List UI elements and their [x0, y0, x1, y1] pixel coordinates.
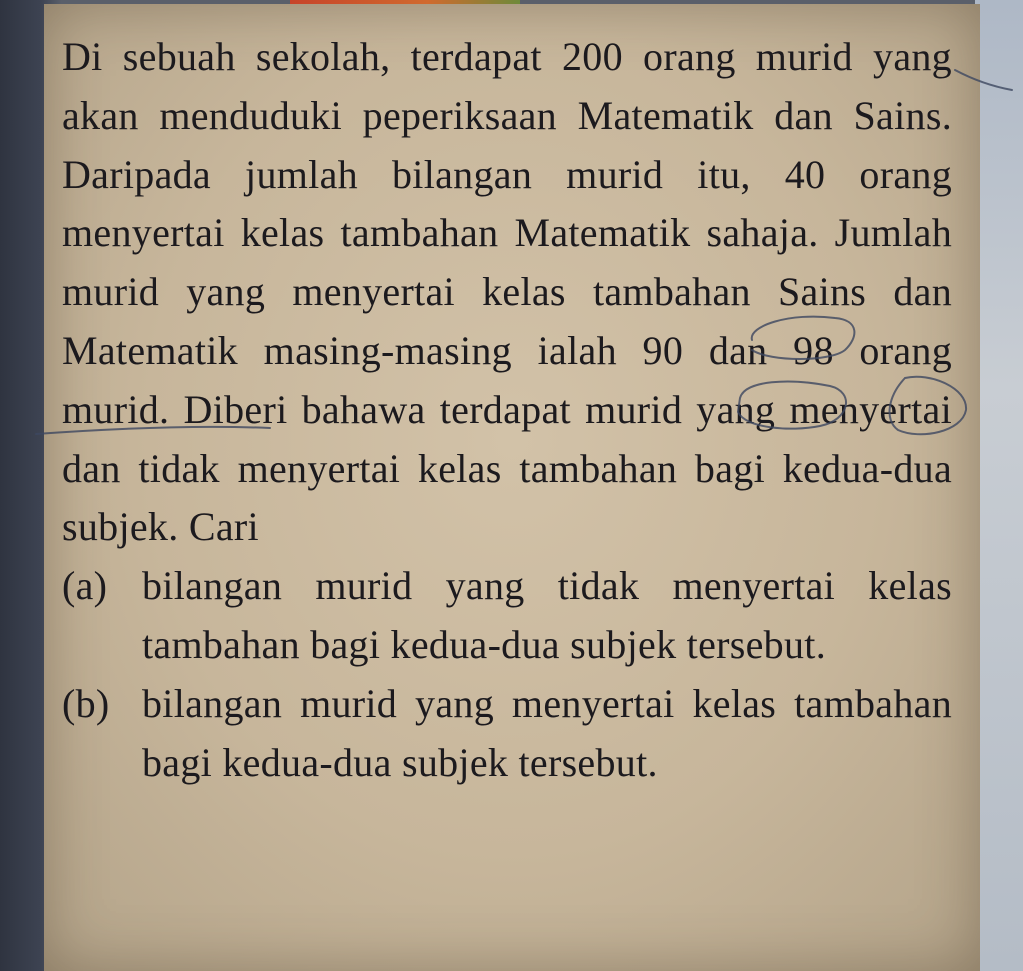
- question-text: [62, 28, 952, 792]
- part-a-text: bilangan murid yang tidak menyertai kelas tambahan bagi kedua-dua subjek tersebut.: [142, 563, 952, 667]
- part-b-text: bilangan murid yang menyertai kelas tambahan bagi kedua-dua subjek tersebut.: [142, 680, 952, 785]
- question-part-b: [62, 675, 952, 793]
- textbook-page: [44, 4, 980, 971]
- background-strip: [975, 0, 1023, 971]
- part-a-label: (a): [62, 563, 108, 609]
- part-b-label: (b): [62, 680, 110, 726]
- question-part-a: [62, 557, 952, 675]
- question-intro: Di sebuah sekolah, terdapat 200 orang murid yang akan menduduki peperiksaan Matematik dan Sains. Daripada jumlah bilangan murid itu, 40 orang menyertai kelas tambahan Matematik sahaja. Jumlah murid yang menyertai kelas tambahan Sains dan Matematik masing-masing ialah 90 dan 98 orang murid. Diberi bahawa terdapat murid yang menyertai dan tidak menyertai kelas tambahan bagi kedua-dua subjek. Cari: [62, 34, 952, 550]
